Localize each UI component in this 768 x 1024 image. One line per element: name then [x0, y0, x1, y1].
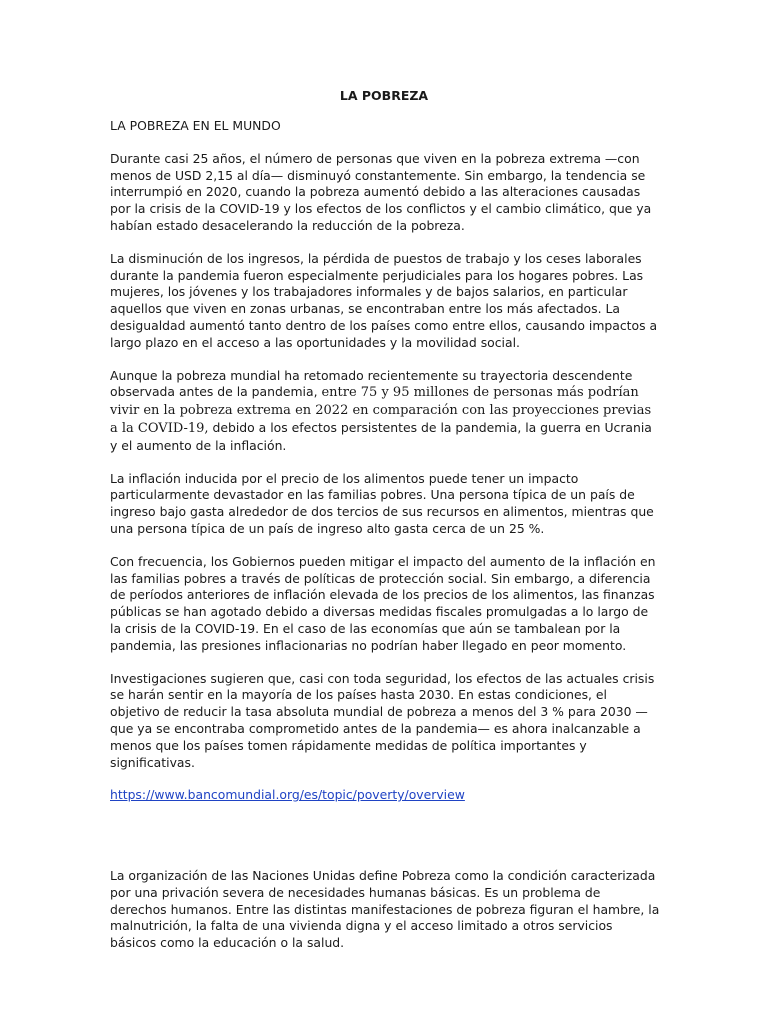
- section-heading: LA POBREZA EN EL MUNDO: [110, 118, 281, 133]
- paragraph-3: [110, 368, 660, 455]
- blank-space: [110, 820, 660, 868]
- document-body: [110, 118, 660, 968]
- paragraph-1: Durante casi 25 años, el número de personas que viven en la pobreza extrema —con menos de USD 2,15 al día— disminuyó constantemente. Sin embargo, la tendencia se interrumpió en 2020, cuando la pobreza aumentó debido a las alteraciones causadas por la crisis de la COVID-19 y los efectos de los conflictos y el cambio climático, que ya habían estado desacelerando la reducción de la pobreza.: [110, 150, 652, 233]
- paragraph-2: La disminución de los ingresos, la pérdida de puestos de trabajo y los ceses laborales durante la pandemia fueron especialmente perjudiciales para los hogares pobres. Las mujeres, los jóvenes y los trabajadores informales y de bajos salarios, en particular aquellos que viven en zonas urbanas, se encontraban entre los más afectados. La desigualdad aumentó tanto dentro de los países como entre ellos, causando impactos a largo plazo en el acceso a las oportunidades y la movilidad social.: [110, 250, 658, 350]
- paragraph-3-end: debido a los efectos persistentes de la pandemia, la guerra en Ucrania y el aumento de la inflación.: [110, 419, 652, 453]
- paragraph-3-quote: entre 75 y 95 millones de personas más podrían vivir en la pobreza extrema en 2022 en comparación con las proyecciones previas a la COVID-19,: [110, 385, 652, 436]
- source-link[interactable]: https://www.bancomundial.org/es/topic/poverty/overview: [110, 787, 465, 803]
- document-title: LA POBREZA: [339, 88, 429, 103]
- source-link-paragraph: [110, 787, 660, 804]
- paragraph-5: Con frecuencia, los Gobiernos pueden mitigar el impacto del aumento de la inflación en las familias pobres a través de políticas de protección social. Sin embargo, a diferencia de períodos anteriores de inflación elevada de los precios de los alimentos, las finanzas públicas se han agotado debido a diversas medidas fiscales promulgadas a lo largo de la crisis de la COVID-19. En el caso de las economías que aún se tambalean por la pandemia, las presiones inflacionarias no podrían haber llegado en peor momento.: [110, 553, 656, 653]
- paragraph-7: La organización de las Naciones Unidas define Pobreza como la condición caracterizada por una privación severa de necesidades humanas básicas. Es un problema de derechos humanos. Entre las distintas manifestaciones de pobreza figuran el hambre, la malnutrición, la falta de una vivienda digna y el acceso limitado a otros servicios básicos como la educación o la salud.: [110, 868, 660, 951]
- paragraph-3-start: Aunque la pobreza mundial ha retomado recientemente su trayectoria descendente observada antes de la pandemia,: [110, 367, 633, 400]
- paragraph-6: Investigaciones sugieren que, casi con toda seguridad, los efectos de las actuales crisis se harán sentir en la mayoría de los países hasta 2030. En estas condiciones, el objetivo de reducir la tasa absoluta mundial de pobreza a menos del 3 % para 2030 —que ya se encontraba comprometido antes de la pandemia— es ahora inalcanzable a menos que los países tomen rápidamente medidas de política importantes y significativas.: [110, 670, 655, 770]
- paragraph-4: La inflación inducida por el precio de los alimentos puede tener un impacto particularmente devastador en las familias pobres. Una persona típica de un país de ingreso bajo gasta alrededor de dos tercios de sus recursos en alimentos, mientras que una persona típica de un país de ingreso alto gasta cerca de un 25 %.: [110, 470, 654, 536]
